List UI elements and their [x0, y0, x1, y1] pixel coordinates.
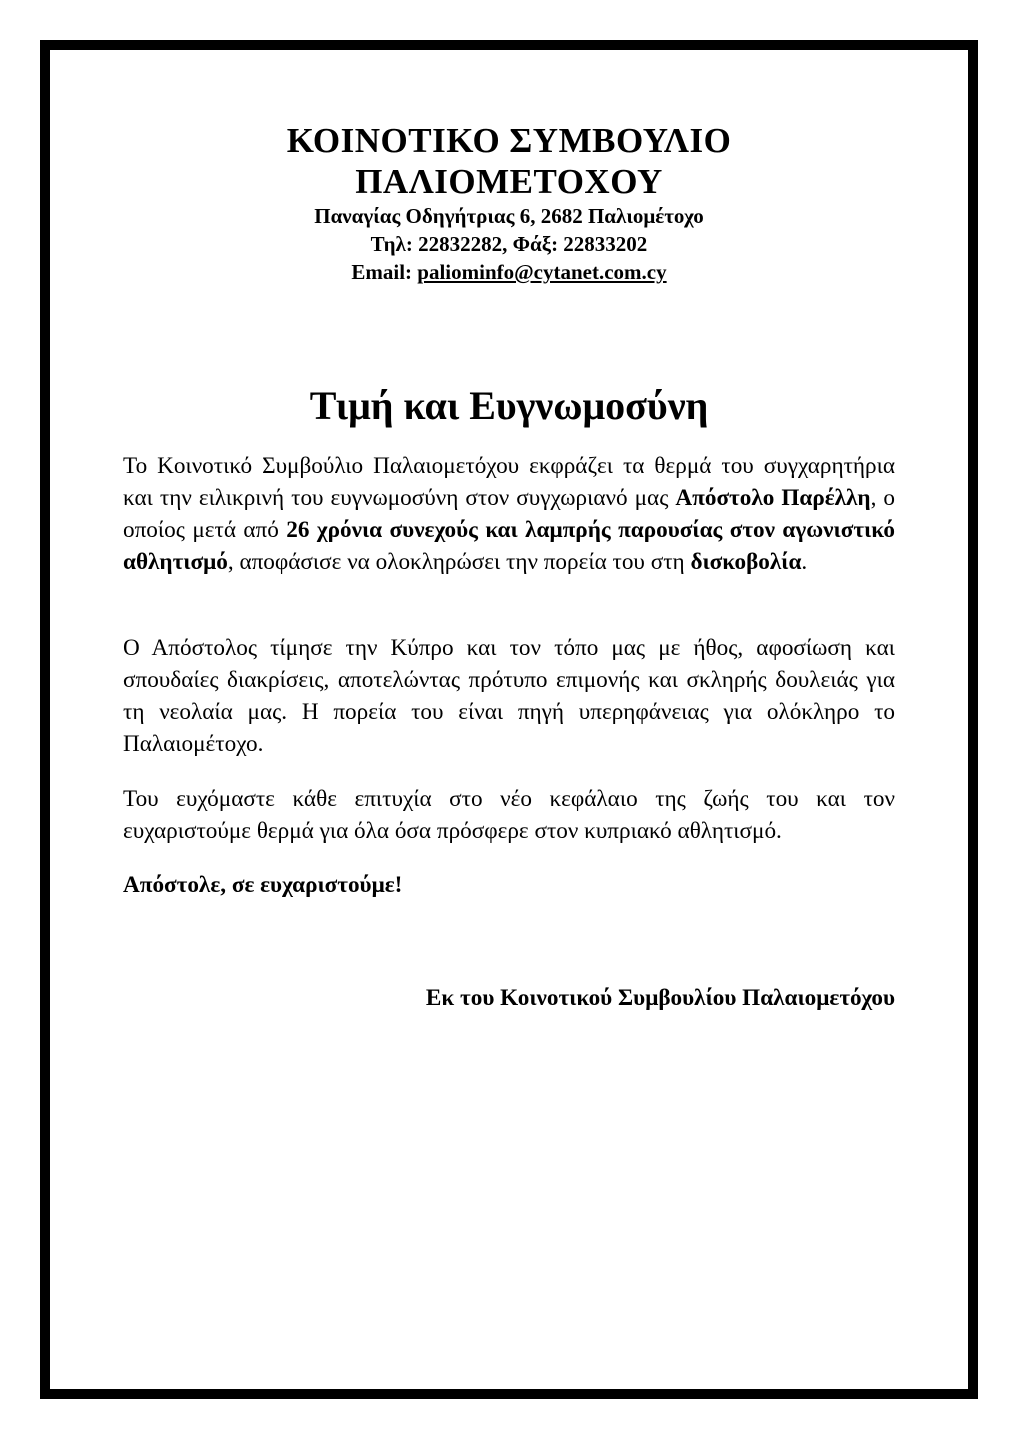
email-label: Email:	[351, 260, 418, 284]
org-email-line	[0, 258, 1018, 286]
org-name-line1: ΚΟΙΝΟΤΙΚΟ ΣΥΜΒΟΥΛΙΟ	[286, 121, 732, 160]
p1-text-3: , αποφάσισε να ολοκληρώσει την πορεία του στη	[227, 549, 691, 575]
email-link[interactable]: paliominfo@cytanet.com.cy	[417, 260, 667, 284]
p1-text-2: , ο οποίος μετά από	[123, 485, 896, 543]
paragraph-1	[123, 450, 895, 578]
paragraph-2: Ο Απόστολος τίμησε την Κύπρο και τον τόπο μας με ήθος, αφοσίωση και σπουδαίες διακρίσεις, αποτελώντας πρότυπο επιμονής και σκληρής δουλειάς για τη νεολαία μας. Η πορεία του είναι πηγή υπερηφάνειας για ολόκληρο το Παλαιομέτοχο.	[123, 635, 895, 757]
closing-thanks: Απόστολε, σε ευχαριστούμε!	[123, 872, 403, 898]
p1-bold-sport: δισκοβολία	[690, 549, 802, 575]
signature-line: Εκ του Κοινοτικού Συμβουλίου Παλαιομετόχου	[425, 985, 895, 1011]
letterhead	[0, 120, 1018, 286]
org-phone-fax: Τηλ: 22832282, Φάξ: 22833202	[370, 232, 648, 256]
document-title: Τιμή και Ευγνωμοσύνη	[309, 383, 709, 428]
p1-bold-name: Απόστολο Παρέλλη	[675, 485, 871, 511]
p1-bold-career: 26 χρόνια συνεχούς και λαμπρής παρουσίας στον αγωνιστικό αθλητισμό	[123, 517, 895, 575]
paragraph-3: Του ευχόμαστε κάθε επιτυχία στο νέο κεφάλαιο της ζωής του και τον ευχαριστούμε θερμά για όλα όσα πρόσφερε στον κυπριακό αθλητισμό.	[123, 786, 895, 844]
org-name-line2: ΠΑΛΙΟΜΕΤΟΧΟΥ	[355, 162, 663, 201]
p1-text-4: .	[801, 549, 808, 575]
p1-text-1: Το Κοινοτικό Συμβούλιο Παλαιομετόχου εκφράζει τα θερμά του συγχαρητήρια και την ειλικρινή του ευγνωμοσύνη στον συγχωριανό μας	[123, 453, 895, 511]
org-address: Παναγίας Οδηγήτριας 6, 2682 Παλιομέτοχο	[314, 204, 704, 228]
